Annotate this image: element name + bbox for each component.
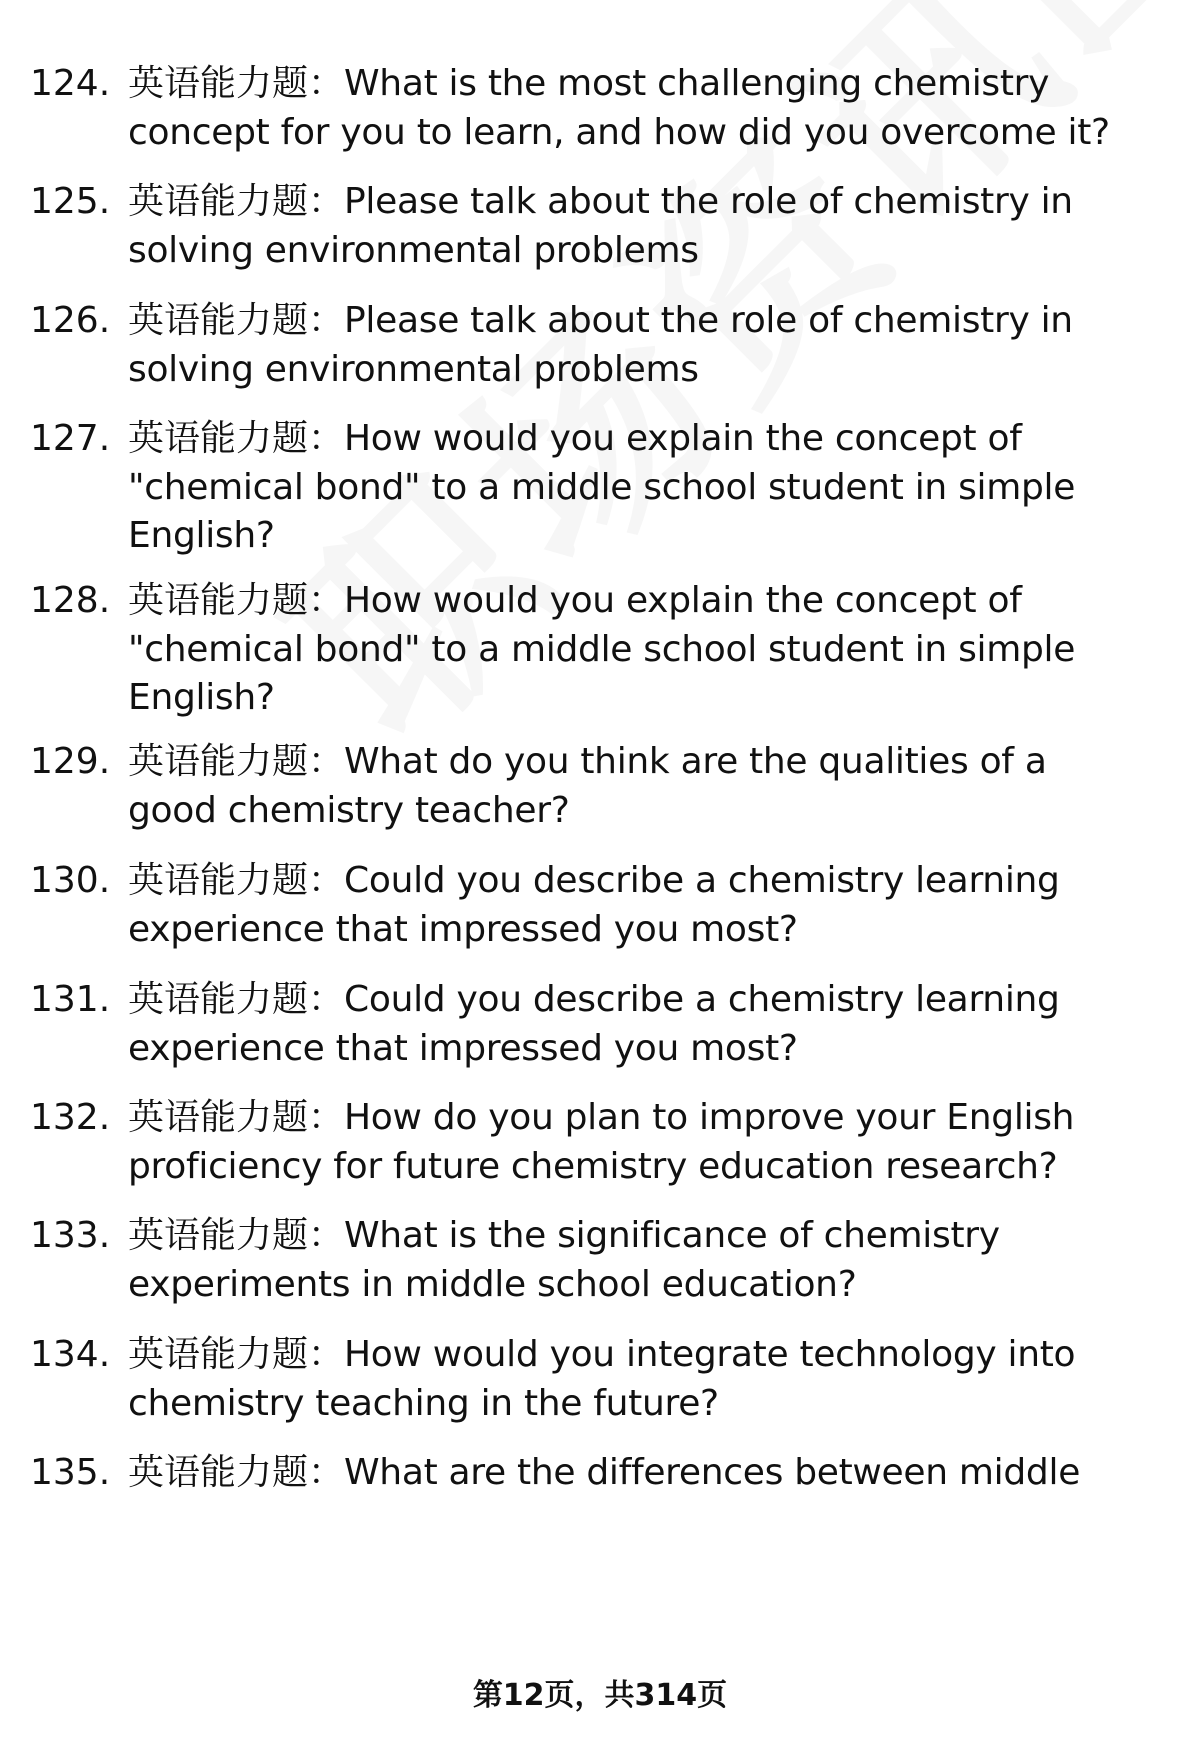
question-number: 127. (30, 418, 111, 459)
question-text: What are the differences between middle (344, 1452, 1081, 1493)
question-category: 英语能力题： (128, 300, 345, 341)
question-body (128, 857, 1138, 954)
question-number: 134. (30, 1334, 111, 1375)
question-category: 英语能力题： (128, 181, 345, 222)
question-text: Please talk about the role of chemistry in solving environmental problems (128, 181, 1073, 271)
question-category: 英语能力题： (128, 580, 345, 621)
question-text: What do you think are the qualities of a good chemistry teacher? (128, 741, 1047, 831)
question-category: 英语能力题： (128, 418, 345, 459)
question-number: 125. (30, 181, 111, 222)
question-number: 124. (30, 63, 111, 104)
question-body (128, 1331, 1138, 1428)
question-number: 135. (30, 1452, 111, 1493)
question-category: 英语能力题： (128, 1097, 345, 1138)
question-text: Please talk about the role of chemistry in solving environmental problems (128, 300, 1073, 390)
question-number: 131. (30, 979, 111, 1020)
question-category: 英语能力题： (128, 979, 345, 1020)
question-number: 130. (30, 860, 111, 901)
question-body (128, 297, 1138, 394)
page-footer: 第12页，共314页 (472, 1678, 728, 1713)
question-body (128, 60, 1138, 157)
question-body (128, 1212, 1138, 1309)
question-category: 英语能力题： (128, 1215, 345, 1256)
question-body (128, 1094, 1138, 1191)
question-text: How would you integrate technology into chemistry teaching in the future? (128, 1334, 1076, 1424)
question-number: 129. (30, 741, 111, 782)
question-category: 英语能力题： (128, 63, 345, 104)
question-category: 英语能力题： (128, 1452, 345, 1493)
question-text: How would you explain the concept of "chemical bond" to a middle school student in simple English? (128, 418, 1076, 556)
question-text: How do you plan to improve your English proficiency for future chemistry education research? (128, 1097, 1075, 1187)
question-body (128, 1449, 1138, 1498)
question-text: Could you describe a chemistry learning experience that impressed you most? (128, 860, 1060, 950)
question-body (128, 415, 1138, 561)
question-body (128, 976, 1138, 1073)
question-body (128, 577, 1138, 723)
question-text: How would you explain the concept of "chemical bond" to a middle school student in simple English? (128, 580, 1076, 718)
question-text: What is the significance of chemistry experiments in middle school education? (128, 1215, 1000, 1305)
question-body (128, 178, 1138, 275)
question-number: 128. (30, 580, 111, 621)
question-category: 英语能力题： (128, 860, 345, 901)
question-category: 英语能力题： (128, 741, 345, 782)
question-number: 133. (30, 1215, 111, 1256)
question-body (128, 738, 1138, 835)
question-number: 126. (30, 300, 111, 341)
question-category: 英语能力题： (128, 1334, 345, 1375)
question-text: Could you describe a chemistry learning experience that impressed you most? (128, 979, 1060, 1069)
question-number: 132. (30, 1097, 111, 1138)
question-text: What is the most challenging chemistry concept for you to learn, and how did you overcome it? (128, 63, 1110, 153)
